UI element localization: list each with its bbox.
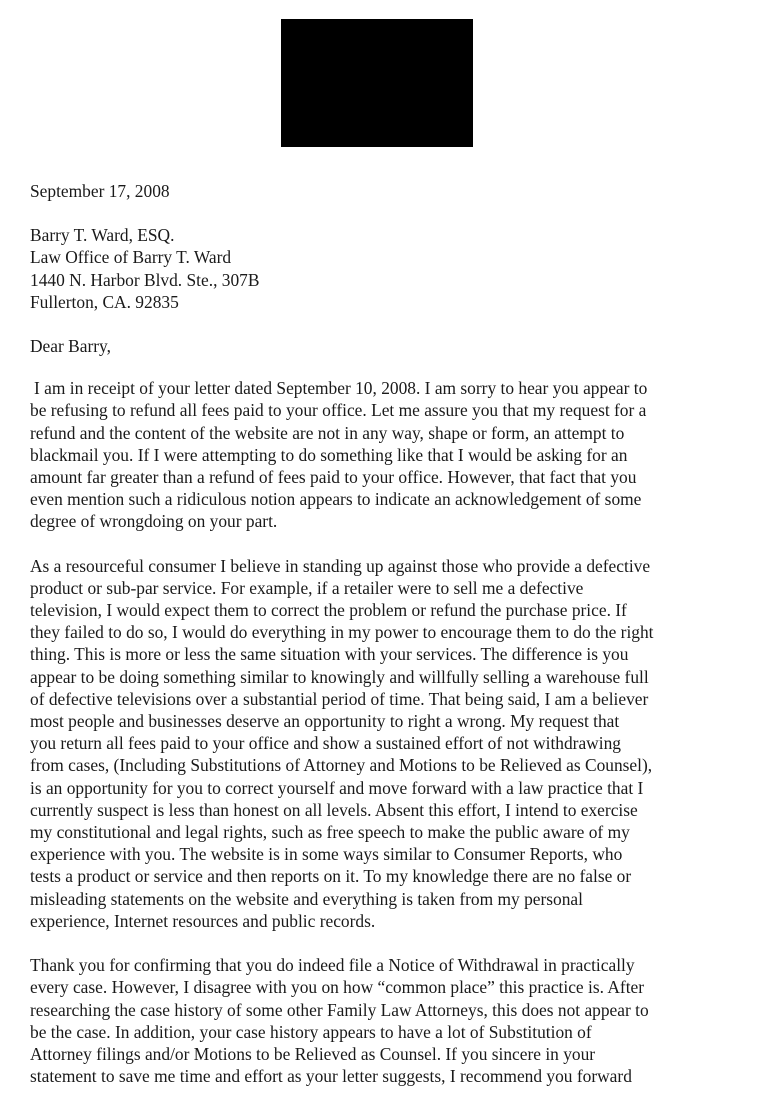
paragraph-line: degree of wrongdoing on your part. [30,511,278,532]
paragraph-line: is an opportunity for you to correct yourself and move forward with a law practice that I [30,777,644,798]
paragraph-line: amount far greater than a refund of fees paid to your office. However, that fact that you [30,467,637,488]
salutation: Dear Barry, [30,336,111,357]
paragraph-line: television, I would expect them to correct the problem or refund the purchase price. If [30,600,627,621]
paragraph-line: statement to save me time and effort as your letter suggests, I recommend you forward [30,1066,632,1087]
paragraph-line: blackmail you. If I were attempting to do something like that I would be asking for an [30,444,628,465]
paragraph-line: of defective televisions over a substantial period of time. That being said, I am a believer [30,688,649,709]
paragraph-line: misleading statements on the website and everything is taken from my personal [30,888,583,909]
paragraph-line: thing. This is more or less the same situation with your services. The difference is you [30,644,629,665]
paragraph-line: from cases, (Including Substitutions of Attorney and Motions to be Relieved as Counsel), [30,755,653,776]
paragraph-line: currently suspect is less than honest on all levels. Absent this effort, I intend to exercise [30,799,638,820]
paragraph-line: refund and the content of the website are not in any way, shape or form, an attempt to [30,422,625,443]
paragraph-line: every case. However, I disagree with you on how “common place” this practice is. After [30,977,645,998]
paragraph-line: be refusing to refund all fees paid to your office. Let me assure you that my request for a [30,400,647,421]
paragraph-line: I am in receipt of your letter dated September 10, 2008. I am sorry to hear you appear to [34,378,648,399]
recipient-street: 1440 N. Harbor Blvd. Ste., 307B [30,269,260,290]
recipient-name: Barry T. Ward, ESQ. [30,225,175,246]
recipient-firm: Law Office of Barry T. Ward [30,247,232,268]
paragraph-line: experience with you. The website is in some ways similar to Consumer Reports, who [30,844,623,865]
letter-paragraph [30,954,765,1087]
paragraph-line: tests a product or service and then reports on it. To my knowledge there are no false or [30,866,632,887]
letter-paragraph [30,555,765,932]
letter-body [30,180,765,1109]
paragraph-line: Attorney filings and/or Motions to be Relieved as Counsel. If you sincere in your [30,1043,596,1064]
paragraph-line: researching the case history of some other Family Law Attorneys, this does not appear to [30,999,649,1020]
paragraph-line: product or sub-par service. For example, if a retailer were to sell me a defective [30,577,584,598]
redaction-block [281,19,473,147]
letter-paragraphs [30,377,765,1087]
paragraph-line: As a resourceful consumer I believe in standing up against those who provide a defective [30,555,651,576]
letter-paragraph [30,377,765,532]
paragraph-line: even mention such a ridiculous notion appears to indicate an acknowledgement of some [30,489,642,510]
paragraph-line: they failed to do so, I would do everything in my power to encourage them to do the right [30,622,654,643]
paragraph-line: my constitutional and legal rights, such as free speech to make the public aware of my [30,822,630,843]
paragraph-line: appear to be doing something similar to knowingly and willfully selling a warehouse full [30,666,649,687]
letter-date: September 17, 2008 [30,181,170,201]
paragraph-line: Thank you for confirming that you do indeed file a Notice of Withdrawal in practically [30,955,635,976]
paragraph-line: most people and businesses deserve an opportunity to right a wrong. My request that [30,711,620,732]
recipient-city: Fullerton, CA. 92835 [30,291,179,312]
paragraph-line: experience, Internet resources and public records. [30,910,376,931]
paragraph-line: you return all fees paid to your office and show a sustained effort of not withdrawing [30,733,621,754]
recipient-address [30,224,765,313]
paragraph-line: be the case. In addition, your case history appears to have a lot of Substitution of [30,1021,592,1042]
